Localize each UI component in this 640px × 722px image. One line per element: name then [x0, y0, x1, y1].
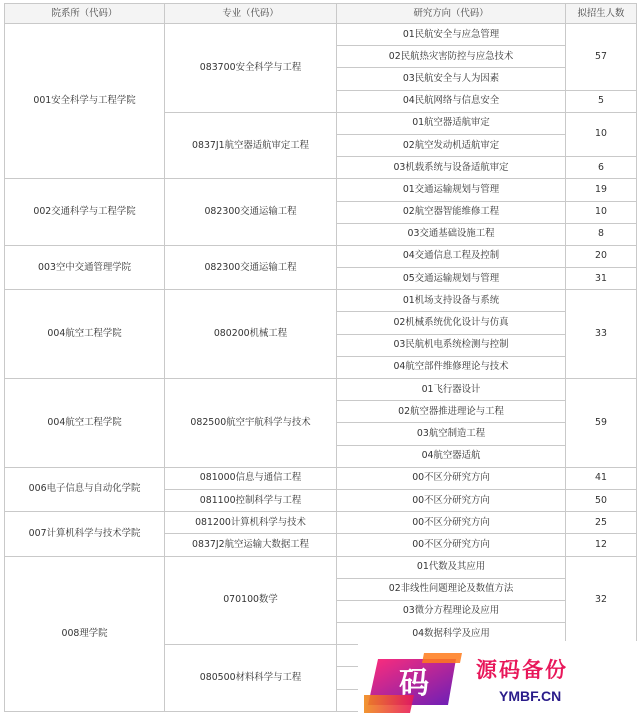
direction-cell: 04航空部件维修理论与技术 [337, 356, 566, 378]
college-cell: 001安全科学与工程学院 [5, 24, 165, 179]
college-cell: 008理学院 [5, 556, 165, 711]
college-cell: 004航空工程学院 [5, 379, 165, 468]
direction-cell: 01机场支持设备与系统 [337, 290, 566, 312]
count-cell: 12 [566, 534, 637, 556]
count-cell: 25 [566, 512, 637, 534]
table-row [5, 179, 637, 201]
header-direction: 研究方向（代码） [337, 4, 566, 24]
count-cell: 10 [566, 201, 637, 223]
table-row [5, 245, 637, 267]
direction-cell: 00不区分研究方向 [337, 512, 566, 534]
table-row [5, 556, 637, 578]
count-cell: 8 [566, 223, 637, 245]
major-cell: 081000信息与通信工程 [165, 467, 337, 489]
count-cell: 41 [566, 467, 637, 489]
direction-cell: 01飞行器设计 [337, 379, 566, 401]
direction-cell: 03民航机电系统检测与控制 [337, 334, 566, 356]
watermark-name: 源码备份 [476, 658, 568, 682]
table-row [5, 24, 637, 46]
college-cell: 003空中交通管理学院 [5, 245, 165, 289]
major-cell: 0837J2航空运输大数据工程 [165, 534, 337, 556]
college-cell: 007计算机科学与技术学院 [5, 512, 165, 556]
major-cell: 070100数学 [165, 556, 337, 645]
header-college: 院系所（代码） [5, 4, 165, 24]
count-cell: 57 [566, 24, 637, 91]
watermark [358, 641, 640, 722]
count-cell: 31 [566, 268, 637, 290]
watermark-logo-stripe [422, 653, 462, 663]
watermark-logo [364, 651, 462, 713]
college-cell: 002交通科学与工程学院 [5, 179, 165, 246]
direction-cell: 00不区分研究方向 [337, 489, 566, 511]
admissions-table [4, 3, 637, 712]
direction-cell: 02航空发动机适航审定 [337, 134, 566, 156]
direction-cell: 02民航热灾害防控与应急技术 [337, 46, 566, 68]
direction-cell: 01交通运输规划与管理 [337, 179, 566, 201]
header-major: 专业（代码） [165, 4, 337, 24]
direction-cell: 03机载系统与设备适航审定 [337, 157, 566, 179]
header-count: 拟招生人数 [566, 4, 637, 24]
watermark-logo-char: 码 [399, 666, 429, 701]
direction-cell: 00不区分研究方向 [337, 534, 566, 556]
major-cell: 083700安全科学与工程 [165, 24, 337, 113]
table-row [5, 512, 637, 534]
admissions-table-container [4, 3, 636, 712]
count-cell: 10 [566, 112, 637, 156]
count-cell: 19 [566, 179, 637, 201]
direction-cell: 02机械系统优化设计与仿真 [337, 312, 566, 334]
count-cell: 50 [566, 489, 637, 511]
college-cell: 004航空工程学院 [5, 290, 165, 379]
count-cell: 59 [566, 379, 637, 468]
count-cell: 6 [566, 157, 637, 179]
watermark-domain: YMBF.CN [499, 688, 562, 704]
table-row [5, 290, 637, 312]
count-cell: 20 [566, 245, 637, 267]
major-cell: 082300交通运输工程 [165, 245, 337, 289]
direction-cell: 02航空器推进理论与工程 [337, 401, 566, 423]
direction-cell: 01航空器适航审定 [337, 112, 566, 134]
direction-cell: 02非线性问题理论及数值方法 [337, 578, 566, 600]
table-row [5, 467, 637, 489]
direction-cell: 04航空器适航 [337, 445, 566, 467]
major-cell: 080200机械工程 [165, 290, 337, 379]
direction-cell: 03民航安全与人为因素 [337, 68, 566, 90]
direction-cell: 03航空制造工程 [337, 423, 566, 445]
direction-cell: 04数据科学及应用 [337, 623, 566, 645]
direction-cell: 05交通运输规划与管理 [337, 268, 566, 290]
major-cell: 081200计算机科学与技术 [165, 512, 337, 534]
major-cell: 0837J1航空器适航审定工程 [165, 112, 337, 179]
direction-cell: 00不区分研究方向 [337, 467, 566, 489]
direction-cell: 04民航网络与信息安全 [337, 90, 566, 112]
major-cell: 082500航空宇航科学与技术 [165, 379, 337, 468]
count-cell: 5 [566, 90, 637, 112]
table-header-row [5, 4, 637, 24]
major-cell: 081100控制科学与工程 [165, 489, 337, 511]
table-row [5, 379, 637, 401]
college-cell: 006电子信息与自动化学院 [5, 467, 165, 511]
direction-cell: 04交通信息工程及控制 [337, 245, 566, 267]
direction-cell: 02航空器智能维修工程 [337, 201, 566, 223]
count-cell: 32 [566, 556, 637, 645]
direction-cell: 03微分方程理论及应用 [337, 600, 566, 622]
major-cell: 080500材料科学与工程 [165, 645, 337, 712]
major-cell: 082300交通运输工程 [165, 179, 337, 246]
direction-cell: 01民航安全与应急管理 [337, 24, 566, 46]
direction-cell: 01代数及其应用 [337, 556, 566, 578]
direction-cell: 03交通基础设施工程 [337, 223, 566, 245]
count-cell: 33 [566, 290, 637, 379]
